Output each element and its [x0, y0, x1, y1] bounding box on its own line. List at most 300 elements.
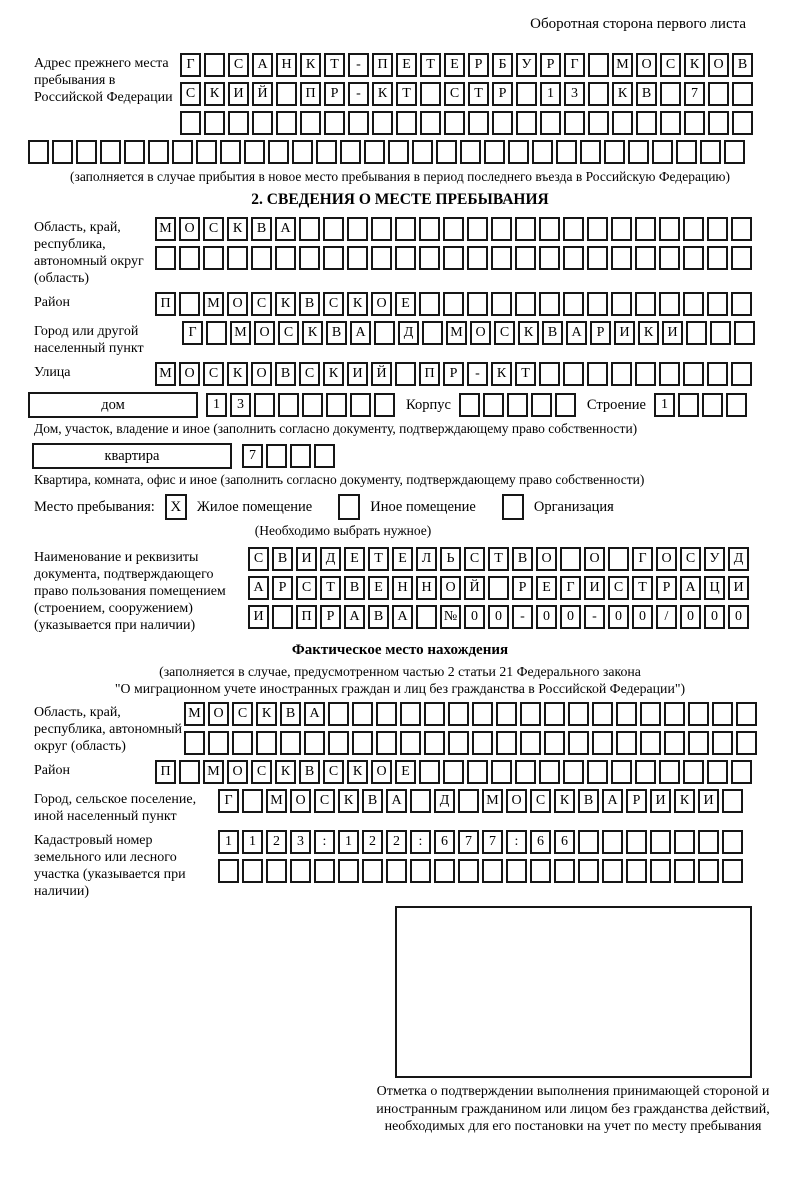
char-box[interactable] — [532, 140, 553, 164]
char-box[interactable] — [374, 393, 395, 417]
char-box[interactable] — [204, 53, 225, 77]
char-box[interactable] — [395, 217, 416, 241]
char-box[interactable]: О — [371, 292, 392, 316]
char-box[interactable] — [148, 140, 169, 164]
char-box[interactable] — [515, 217, 536, 241]
char-box[interactable] — [443, 246, 464, 270]
char-box[interactable]: 7 — [242, 444, 263, 468]
char-box[interactable]: 7 — [458, 830, 479, 854]
char-box[interactable]: И — [584, 576, 605, 600]
char-box[interactable] — [396, 111, 417, 135]
char-box[interactable]: О — [179, 362, 200, 386]
char-box[interactable] — [203, 246, 224, 270]
char-box[interactable]: И — [650, 789, 671, 813]
char-box[interactable] — [244, 140, 265, 164]
char-box[interactable]: Т — [468, 82, 489, 106]
char-box[interactable]: К — [323, 362, 344, 386]
char-box[interactable] — [491, 292, 512, 316]
char-box[interactable]: Е — [392, 547, 413, 571]
char-box[interactable] — [467, 246, 488, 270]
char-box[interactable]: : — [314, 830, 335, 854]
char-box[interactable]: : — [410, 830, 431, 854]
char-box[interactable]: С — [296, 576, 317, 600]
char-box[interactable]: О — [536, 547, 557, 571]
char-box[interactable]: И — [662, 321, 683, 345]
char-box[interactable] — [326, 393, 347, 417]
char-box[interactable] — [555, 393, 576, 417]
char-box[interactable]: Г — [564, 53, 585, 77]
char-box[interactable] — [556, 140, 577, 164]
char-box[interactable] — [722, 830, 743, 854]
char-box[interactable] — [734, 321, 755, 345]
char-box[interactable]: 1 — [218, 830, 239, 854]
char-box[interactable] — [458, 789, 479, 813]
char-box[interactable]: 0 — [464, 605, 485, 629]
char-box[interactable]: 7 — [482, 830, 503, 854]
char-box[interactable] — [659, 760, 680, 784]
char-box[interactable] — [352, 702, 373, 726]
char-box[interactable] — [516, 111, 537, 135]
char-box[interactable] — [664, 702, 685, 726]
char-box[interactable]: О — [371, 760, 392, 784]
char-box[interactable] — [676, 140, 697, 164]
char-box[interactable] — [436, 140, 457, 164]
char-box[interactable] — [712, 702, 733, 726]
char-box[interactable] — [702, 393, 723, 417]
char-box[interactable] — [395, 362, 416, 386]
char-box[interactable] — [218, 859, 239, 883]
char-box[interactable]: К — [275, 292, 296, 316]
char-box[interactable] — [563, 362, 584, 386]
char-box[interactable] — [731, 760, 752, 784]
char-box[interactable]: В — [344, 576, 365, 600]
char-box[interactable] — [700, 140, 721, 164]
char-box[interactable] — [340, 140, 361, 164]
char-box[interactable] — [587, 246, 608, 270]
char-box[interactable] — [554, 859, 575, 883]
checkbox-organization[interactable] — [502, 494, 524, 520]
char-box[interactable] — [587, 217, 608, 241]
char-box[interactable]: К — [554, 789, 575, 813]
char-box[interactable]: Р — [512, 576, 533, 600]
char-box[interactable] — [515, 760, 536, 784]
char-box[interactable] — [563, 246, 584, 270]
char-box[interactable] — [635, 362, 656, 386]
char-box[interactable]: Т — [515, 362, 536, 386]
char-box[interactable] — [732, 111, 753, 135]
char-box[interactable] — [254, 393, 275, 417]
char-box[interactable]: - — [348, 82, 369, 106]
checkbox-residential-premises[interactable]: X — [165, 494, 187, 520]
char-box[interactable] — [324, 111, 345, 135]
char-box[interactable]: 3 — [230, 393, 251, 417]
char-box[interactable] — [292, 140, 313, 164]
char-box[interactable] — [539, 362, 560, 386]
char-box[interactable] — [507, 393, 528, 417]
char-box[interactable]: К — [518, 321, 539, 345]
char-box[interactable]: О — [470, 321, 491, 345]
char-box[interactable] — [650, 830, 671, 854]
char-box[interactable]: К — [204, 82, 225, 106]
char-box[interactable] — [578, 830, 599, 854]
char-box[interactable] — [179, 760, 200, 784]
char-box[interactable] — [650, 859, 671, 883]
char-box[interactable]: П — [155, 760, 176, 784]
char-box[interactable] — [496, 702, 517, 726]
char-box[interactable]: Р — [272, 576, 293, 600]
char-box[interactable]: С — [228, 53, 249, 77]
char-box[interactable]: Е — [536, 576, 557, 600]
char-box[interactable]: Ц — [704, 576, 725, 600]
char-box[interactable]: О — [708, 53, 729, 77]
char-box[interactable]: Р — [590, 321, 611, 345]
char-box[interactable] — [568, 731, 589, 755]
char-box[interactable] — [467, 217, 488, 241]
char-box[interactable]: К — [347, 292, 368, 316]
char-box[interactable] — [482, 859, 503, 883]
char-box[interactable]: Т — [396, 82, 417, 106]
char-box[interactable] — [731, 292, 752, 316]
char-box[interactable] — [434, 859, 455, 883]
char-box[interactable]: А — [386, 789, 407, 813]
char-box[interactable]: 3 — [564, 82, 585, 106]
char-box[interactable]: А — [566, 321, 587, 345]
char-box[interactable]: Р — [540, 53, 561, 77]
char-box[interactable]: № — [440, 605, 461, 629]
char-box[interactable] — [659, 217, 680, 241]
char-box[interactable] — [496, 731, 517, 755]
char-box[interactable]: А — [304, 702, 325, 726]
char-box[interactable]: А — [248, 576, 269, 600]
char-box[interactable]: Т — [420, 53, 441, 77]
char-box[interactable]: О — [290, 789, 311, 813]
char-box[interactable] — [410, 859, 431, 883]
char-box[interactable] — [443, 217, 464, 241]
char-box[interactable] — [604, 140, 625, 164]
char-box[interactable]: М — [612, 53, 633, 77]
char-box[interactable] — [460, 140, 481, 164]
char-box[interactable] — [424, 702, 445, 726]
char-box[interactable] — [678, 393, 699, 417]
char-box[interactable]: 3 — [290, 830, 311, 854]
char-box[interactable]: Д — [320, 547, 341, 571]
char-box[interactable] — [515, 246, 536, 270]
char-box[interactable] — [420, 111, 441, 135]
char-box[interactable]: Р — [324, 82, 345, 106]
char-box[interactable]: О — [251, 362, 272, 386]
char-box[interactable] — [602, 859, 623, 883]
char-box[interactable] — [28, 140, 49, 164]
char-box[interactable]: С — [278, 321, 299, 345]
char-box[interactable] — [683, 760, 704, 784]
char-box[interactable] — [196, 140, 217, 164]
char-box[interactable] — [635, 246, 656, 270]
char-box[interactable] — [299, 246, 320, 270]
char-box[interactable]: И — [728, 576, 749, 600]
char-box[interactable]: Е — [344, 547, 365, 571]
char-box[interactable] — [563, 217, 584, 241]
char-box[interactable]: П — [300, 82, 321, 106]
char-box[interactable]: М — [203, 760, 224, 784]
char-box[interactable] — [563, 760, 584, 784]
char-box[interactable] — [400, 702, 421, 726]
char-box[interactable] — [587, 292, 608, 316]
char-box[interactable]: В — [272, 547, 293, 571]
char-box[interactable]: Т — [632, 576, 653, 600]
char-box[interactable]: О — [179, 217, 200, 241]
char-box[interactable] — [580, 140, 601, 164]
char-box[interactable] — [588, 111, 609, 135]
char-box[interactable]: Г — [218, 789, 239, 813]
char-box[interactable] — [640, 702, 661, 726]
char-box[interactable]: Г — [560, 576, 581, 600]
char-box[interactable]: Й — [464, 576, 485, 600]
char-box[interactable] — [395, 246, 416, 270]
char-box[interactable] — [683, 362, 704, 386]
char-box[interactable] — [683, 217, 704, 241]
char-box[interactable] — [155, 246, 176, 270]
char-box[interactable] — [722, 789, 743, 813]
char-box[interactable]: В — [251, 217, 272, 241]
char-box[interactable]: Р — [492, 82, 513, 106]
char-box[interactable] — [491, 217, 512, 241]
char-box[interactable] — [491, 246, 512, 270]
char-box[interactable]: С — [608, 576, 629, 600]
char-box[interactable] — [688, 731, 709, 755]
char-box[interactable] — [266, 859, 287, 883]
char-box[interactable] — [347, 217, 368, 241]
char-box[interactable] — [707, 217, 728, 241]
char-box[interactable] — [544, 731, 565, 755]
char-box[interactable] — [386, 859, 407, 883]
char-box[interactable] — [300, 111, 321, 135]
char-box[interactable] — [206, 321, 227, 345]
char-box[interactable]: К — [300, 53, 321, 77]
char-box[interactable]: 0 — [488, 605, 509, 629]
char-box[interactable] — [424, 731, 445, 755]
char-box[interactable] — [568, 702, 589, 726]
char-box[interactable] — [232, 731, 253, 755]
char-box[interactable] — [276, 82, 297, 106]
char-box[interactable] — [506, 859, 527, 883]
char-box[interactable]: С — [251, 760, 272, 784]
char-box[interactable]: Е — [396, 53, 417, 77]
char-box[interactable] — [220, 140, 241, 164]
char-box[interactable]: И — [614, 321, 635, 345]
char-box[interactable] — [275, 246, 296, 270]
char-box[interactable]: Р — [468, 53, 489, 77]
char-box[interactable]: И — [698, 789, 719, 813]
char-box[interactable]: О — [227, 292, 248, 316]
char-box[interactable] — [611, 217, 632, 241]
char-box[interactable]: Й — [371, 362, 392, 386]
char-box[interactable]: О — [208, 702, 229, 726]
char-box[interactable]: 2 — [386, 830, 407, 854]
char-box[interactable] — [520, 702, 541, 726]
char-box[interactable]: О — [506, 789, 527, 813]
char-box[interactable] — [299, 217, 320, 241]
char-box[interactable]: О — [636, 53, 657, 77]
char-box[interactable] — [227, 246, 248, 270]
char-box[interactable] — [708, 111, 729, 135]
char-box[interactable]: П — [372, 53, 393, 77]
char-box[interactable]: - — [467, 362, 488, 386]
char-box[interactable]: С — [180, 82, 201, 106]
char-box[interactable] — [484, 140, 505, 164]
char-box[interactable]: А — [275, 217, 296, 241]
char-box[interactable]: С — [323, 760, 344, 784]
char-box[interactable] — [616, 702, 637, 726]
char-box[interactable] — [184, 731, 205, 755]
char-box[interactable] — [636, 111, 657, 135]
char-box[interactable]: Т — [320, 576, 341, 600]
char-box[interactable] — [736, 702, 757, 726]
char-box[interactable]: В — [280, 702, 301, 726]
char-box[interactable] — [376, 731, 397, 755]
char-box[interactable] — [616, 731, 637, 755]
char-box[interactable]: Р — [626, 789, 647, 813]
char-box[interactable] — [539, 217, 560, 241]
char-box[interactable] — [314, 859, 335, 883]
char-box[interactable]: Ь — [440, 547, 461, 571]
char-box[interactable]: Е — [368, 576, 389, 600]
char-box[interactable]: Н — [276, 53, 297, 77]
char-box[interactable] — [467, 760, 488, 784]
char-box[interactable] — [290, 859, 311, 883]
char-box[interactable] — [492, 111, 513, 135]
char-box[interactable] — [323, 246, 344, 270]
char-box[interactable] — [204, 111, 225, 135]
char-box[interactable]: С — [444, 82, 465, 106]
char-box[interactable] — [707, 760, 728, 784]
char-box[interactable] — [488, 576, 509, 600]
char-box[interactable]: В — [732, 53, 753, 77]
char-box[interactable] — [100, 140, 121, 164]
char-box[interactable]: Т — [488, 547, 509, 571]
char-box[interactable]: О — [227, 760, 248, 784]
char-box[interactable] — [626, 830, 647, 854]
char-box[interactable]: В — [512, 547, 533, 571]
char-box[interactable] — [290, 444, 311, 468]
char-box[interactable]: С — [494, 321, 515, 345]
char-box[interactable] — [736, 731, 757, 755]
char-box[interactable]: В — [578, 789, 599, 813]
char-box[interactable]: С — [251, 292, 272, 316]
char-box[interactable] — [563, 292, 584, 316]
char-box[interactable]: У — [704, 547, 725, 571]
char-box[interactable]: П — [296, 605, 317, 629]
char-box[interactable]: 0 — [632, 605, 653, 629]
char-box[interactable] — [276, 111, 297, 135]
char-box[interactable] — [611, 246, 632, 270]
char-box[interactable]: А — [252, 53, 273, 77]
char-box[interactable]: 1 — [540, 82, 561, 106]
char-box[interactable]: С — [299, 362, 320, 386]
char-box[interactable]: В — [368, 605, 389, 629]
char-box[interactable] — [707, 246, 728, 270]
char-box[interactable] — [592, 731, 613, 755]
char-box[interactable] — [52, 140, 73, 164]
char-box[interactable]: А — [392, 605, 413, 629]
char-box[interactable]: К — [302, 321, 323, 345]
char-box[interactable] — [683, 246, 704, 270]
char-box[interactable]: Р — [443, 362, 464, 386]
char-box[interactable]: В — [275, 362, 296, 386]
char-box[interactable] — [652, 140, 673, 164]
char-box[interactable] — [611, 760, 632, 784]
char-box[interactable] — [483, 393, 504, 417]
char-box[interactable] — [444, 111, 465, 135]
char-box[interactable]: Д — [728, 547, 749, 571]
char-box[interactable] — [448, 702, 469, 726]
char-box[interactable]: С — [464, 547, 485, 571]
char-box[interactable] — [659, 292, 680, 316]
char-box[interactable]: Т — [368, 547, 389, 571]
char-box[interactable] — [180, 111, 201, 135]
char-box[interactable] — [684, 111, 705, 135]
char-box[interactable] — [458, 859, 479, 883]
char-box[interactable]: 0 — [680, 605, 701, 629]
char-box[interactable]: А — [680, 576, 701, 600]
char-box[interactable]: - — [512, 605, 533, 629]
char-box[interactable] — [280, 731, 301, 755]
char-box[interactable] — [179, 292, 200, 316]
char-box[interactable]: С — [203, 362, 224, 386]
char-box[interactable] — [422, 321, 443, 345]
char-box[interactable] — [732, 82, 753, 106]
char-box[interactable]: М — [266, 789, 287, 813]
char-box[interactable] — [587, 760, 608, 784]
char-box[interactable]: С — [203, 217, 224, 241]
char-box[interactable]: В — [542, 321, 563, 345]
char-box[interactable]: Н — [416, 576, 437, 600]
house-type-box[interactable] — [28, 392, 198, 418]
char-box[interactable]: С — [314, 789, 335, 813]
char-box[interactable] — [272, 605, 293, 629]
char-box[interactable] — [472, 702, 493, 726]
char-box[interactable] — [539, 246, 560, 270]
char-box[interactable]: 1 — [338, 830, 359, 854]
char-box[interactable] — [698, 859, 719, 883]
char-box[interactable] — [564, 111, 585, 135]
char-box[interactable] — [372, 111, 393, 135]
char-box[interactable]: Г — [182, 321, 203, 345]
char-box[interactable] — [420, 82, 441, 106]
char-box[interactable]: 0 — [704, 605, 725, 629]
char-box[interactable]: Е — [395, 292, 416, 316]
char-box[interactable] — [468, 111, 489, 135]
char-box[interactable]: С — [660, 53, 681, 77]
char-box[interactable]: А — [350, 321, 371, 345]
char-box[interactable]: К — [256, 702, 277, 726]
char-box[interactable]: 1 — [654, 393, 675, 417]
char-box[interactable] — [731, 362, 752, 386]
char-box[interactable] — [674, 859, 695, 883]
char-box[interactable] — [448, 731, 469, 755]
char-box[interactable]: Р — [656, 576, 677, 600]
char-box[interactable] — [515, 292, 536, 316]
char-box[interactable] — [635, 760, 656, 784]
char-box[interactable] — [400, 731, 421, 755]
apartment-type-box[interactable] — [32, 443, 232, 469]
char-box[interactable] — [347, 246, 368, 270]
char-box[interactable]: 2 — [362, 830, 383, 854]
char-box[interactable] — [376, 702, 397, 726]
char-box[interactable]: А — [344, 605, 365, 629]
char-box[interactable] — [722, 859, 743, 883]
char-box[interactable] — [352, 731, 373, 755]
char-box[interactable]: М — [184, 702, 205, 726]
